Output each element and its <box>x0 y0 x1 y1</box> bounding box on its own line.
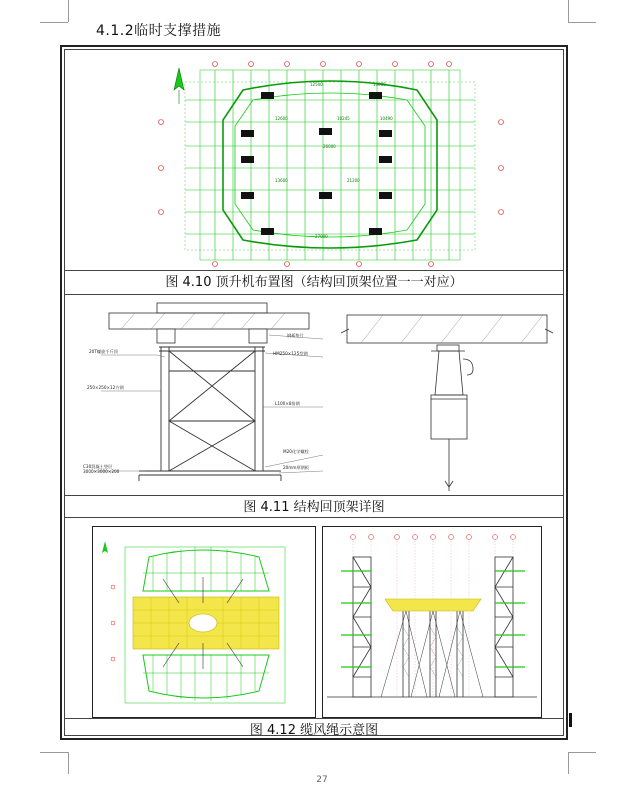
dim-label: 10245 <box>337 116 350 121</box>
dim-label: 12500 <box>310 82 323 87</box>
dim-label: 13600 <box>275 178 288 183</box>
figure-table <box>60 45 568 740</box>
dim-label: 10490 <box>380 116 393 121</box>
label-plate: 钢板垫片 <box>287 333 304 338</box>
crop-mark-bottom-right-h <box>568 752 596 753</box>
guy-rope-elevation <box>323 527 541 717</box>
dim-label: 27000 <box>315 234 328 239</box>
figure-4-10-cell <box>65 50 563 290</box>
label-brace: L100×8角钢 <box>275 401 300 406</box>
dim-label: 26000 <box>323 144 336 149</box>
figure-4-11-cell <box>65 295 563 515</box>
figure-4-12-caption: 图 4.12 缆风绳示意图 <box>249 723 379 738</box>
dim-label: 13000 <box>373 82 386 87</box>
north-arrow-icon <box>102 541 108 553</box>
crop-mark-top-right-v <box>568 0 569 22</box>
guy-rope-plan-box <box>92 526 316 718</box>
guy-rope-plan <box>93 527 315 717</box>
label-base-line: 3000×3000×200 <box>83 469 120 474</box>
label-base-line: C30混凝土垫层 <box>83 464 113 469</box>
guy-rope-elevation-box <box>322 526 542 718</box>
figure-table-inner <box>64 49 564 736</box>
label-base-plate: 20mm厚钢板 <box>283 465 310 470</box>
dim-label: 12600 <box>275 116 288 121</box>
north-arrow-icon <box>174 68 184 90</box>
margin-marker <box>569 713 572 727</box>
crop-mark-bottom-right-v <box>568 752 569 774</box>
label-column: 250×250×12方钢 <box>87 385 124 390</box>
figure-4-10-caption: 图 4.10 顶升机布置图（结构回顶架位置一一对应） <box>165 275 463 290</box>
label-base <box>83 463 120 474</box>
crop-mark-top-left-h <box>40 22 68 23</box>
crop-mark-top-right-h <box>568 22 596 23</box>
crop-mark-bottom-left-v <box>68 752 69 774</box>
label-beam: HM250×125型钢 <box>273 351 308 356</box>
page-number: 27 <box>316 775 328 785</box>
jack-layout-plan <box>65 50 567 270</box>
section-heading: 4.1.2临时支撑措施 <box>96 23 222 39</box>
crop-mark-top-left-v <box>68 0 69 22</box>
crop-mark-bottom-left-h <box>40 752 68 753</box>
support-frame-detail <box>65 295 567 495</box>
label-jack: 20T螺旋千斤顶 <box>89 349 118 354</box>
dim-label: 21200 <box>347 178 360 183</box>
figure-4-12-cell <box>65 518 563 740</box>
figure-4-11-caption: 图 4.11 结构回顶架详图 <box>243 500 385 515</box>
label-bolt: M20化学螺栓 <box>283 449 309 454</box>
